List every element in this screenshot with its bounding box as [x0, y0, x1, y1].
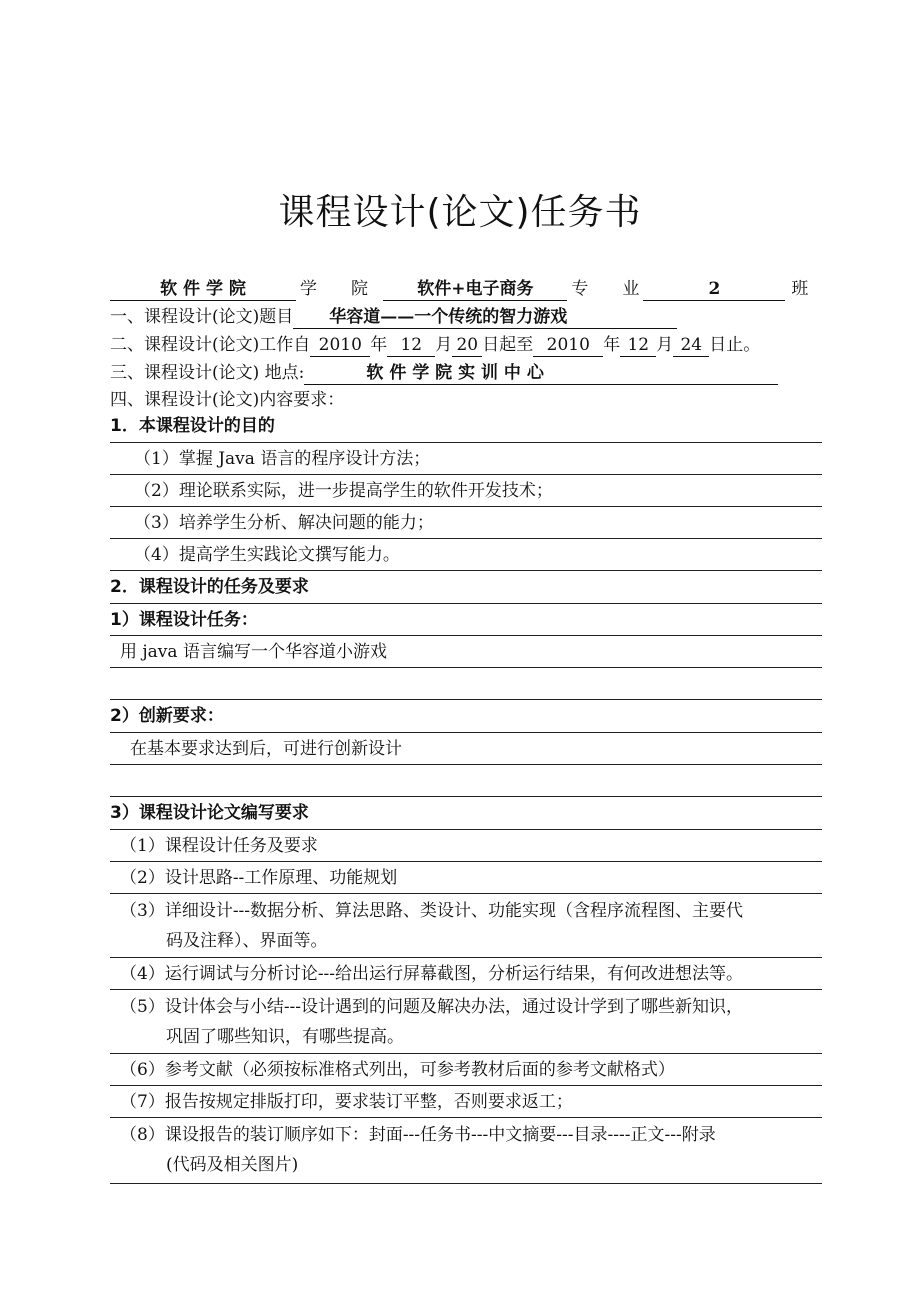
list-item: （3）培养学生分析、解决问题的能力；: [110, 507, 822, 539]
year-unit: 年: [603, 335, 621, 355]
list-item-line1: （8）课设报告的装订顺序如下：封面---任务书---中文摘要---目录----正文---附录: [120, 1125, 716, 1145]
start-day: 20: [452, 334, 482, 357]
innovation-text: 在基本要求达到后，可进行创新设计: [110, 733, 822, 765]
blank-row: [110, 668, 822, 700]
writing-heading: 3）课程设计论文编写要求: [110, 797, 822, 830]
list-item-line2: 码及注释）、界面等。: [166, 931, 328, 951]
class-label: 班: [791, 279, 809, 299]
list-item: [110, 990, 822, 1054]
task-heading: 1）课程设计任务：: [110, 604, 822, 636]
topic-label: 一、课程设计(论文)题目: [110, 307, 294, 327]
list-item: （2）设计思路--工作原理、功能规划: [110, 862, 822, 894]
period-line: [110, 330, 760, 360]
list-item-line2: (代码及相关图片): [166, 1155, 299, 1175]
major-value: 软件+电子商务: [383, 278, 567, 301]
day-to-text: 日止。: [709, 335, 761, 355]
section1-heading: 1．本课程设计的目的: [110, 412, 822, 443]
list-item-line1: （3）详细设计---数据分析、算法思路、类设计、功能实现（含程序流程图、主要代: [120, 901, 744, 921]
list-item: （1）课程设计任务及要求: [110, 830, 822, 862]
location-label: 三、课程设计(论文) 地点:: [110, 363, 305, 383]
end-day: 24: [673, 334, 709, 357]
document-title: 课程设计(论文)任务书: [278, 192, 642, 233]
list-item: [110, 894, 822, 958]
day-from-text: 日起至: [482, 335, 534, 355]
start-year: 2010: [310, 334, 370, 357]
college-label: 学 院: [300, 279, 368, 299]
location-line: [110, 358, 778, 388]
list-item-line1: （5）设计体会与小结---设计遇到的问题及解决办法，通过设计学到了哪些新知识，: [120, 997, 744, 1017]
list-item-line2: 巩固了哪些知识，有哪些提高。: [166, 1027, 404, 1047]
topic-value: 华容道——一个传统的智力游戏: [293, 306, 677, 329]
section2-heading: 2．课程设计的任务及要求: [110, 571, 822, 604]
end-year: 2010: [533, 334, 603, 357]
month-unit: 月: [656, 335, 674, 355]
college-value: 软 件 学 院: [110, 278, 296, 301]
list-item: （1）掌握 Java 语言的程序设计方法；: [110, 443, 822, 475]
list-item: （6）参考文献（必须按标准格式列出，可参考教材后面的参考文献格式）: [110, 1054, 822, 1086]
list-item: （2）理论联系实际，进一步提高学生的软件开发技术；: [110, 475, 822, 507]
end-month: 12: [620, 334, 656, 357]
major-label: 专 业: [571, 279, 640, 299]
list-item: [110, 1118, 822, 1184]
period-label: 二、课程设计(论文)工作自: [110, 335, 311, 355]
task-text: 用 java 语言编写一个华容道小游戏: [110, 636, 822, 668]
blank-row: [110, 765, 822, 797]
year-unit: 年: [370, 335, 388, 355]
content-requirements-label: 四、课程设计(论文)内容要求：: [110, 390, 345, 410]
month-unit: 月: [435, 335, 453, 355]
innovation-heading: 2）创新要求：: [110, 700, 822, 733]
class-value: 2: [643, 278, 785, 301]
list-item: （7）报告按规定排版打印，要求装订平整，否则要求返工；: [110, 1086, 822, 1118]
start-month: 12: [387, 334, 435, 357]
list-item: （4）运行调试与分析讨论---给出运行屏幕截图，分析运行结果，有何改进想法等。: [110, 958, 822, 990]
header-line: [110, 274, 808, 304]
topic-line: [110, 302, 677, 332]
location-value: 软 件 学 院 实 训 中 心: [304, 362, 778, 385]
list-item: （4）提高学生实践论文撰写能力。: [110, 539, 822, 571]
